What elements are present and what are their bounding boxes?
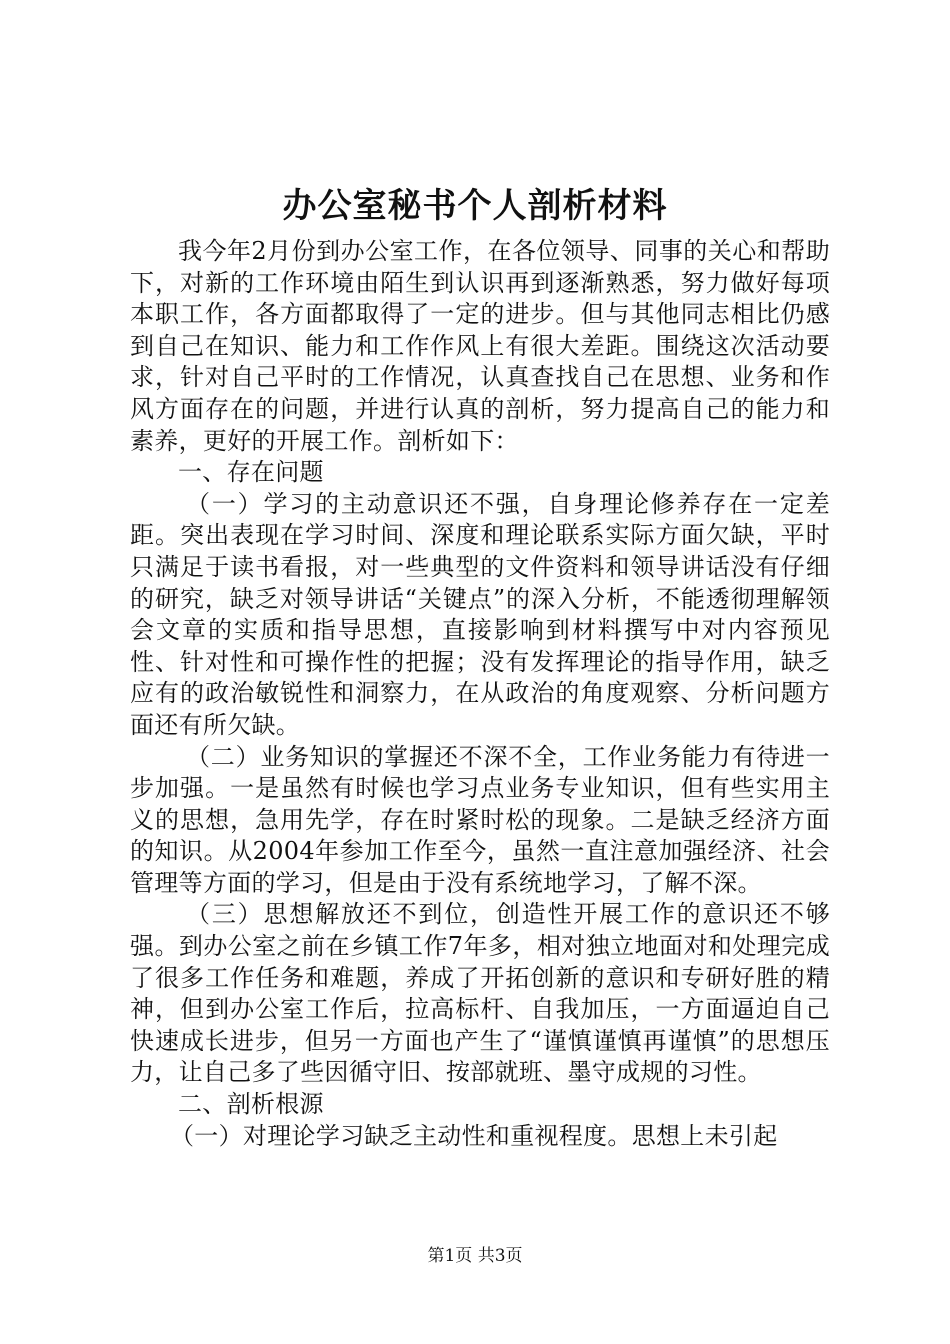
document-body bbox=[130, 236, 830, 1152]
problem-paragraph-3: （三）思想解放还不到位，创造性开展工作的意识还不够强。到办公室之前在乡镇工作7年多，相对独立地面对和处理完成了很多工作任务和难题，养成了开拓创新的意识和专研好胜的精神，但到办公室工作后，拉高标杆、自我加压，一方面逼迫自己快速成长进步，但另一方面也产生了“谨慎谨慎再谨慎”的思想压力，让自己多了些因循守旧、按部就班、墨守成规的习性。 bbox=[130, 900, 830, 1087]
intro-paragraph: 我今年2月份到办公室工作，在各位领导、同事的关心和帮助下，对新的工作环境由陌生到认识再到逐渐熟悉，努力做好每项本职工作，各方面都取得了一定的进步。但与其他同志相比仍感到自己在知识、能力和工作作风上有很大差距。围绕这次活动要求，针对自己平时的工作情况，认真查找自己在思想、业务和作风方面存在的问题，并进行认真的剖析，努力提高自己的能力和素养，更好的开展工作。剖析如下： bbox=[130, 237, 830, 455]
page-number-footer: 第1页 共3页 bbox=[427, 1246, 523, 1266]
problem-paragraph-2: （二）业务知识的掌握还不深不全，工作业务能力有待进一步加强。一是虽然有时候也学习点业务专业知识，但有些实用主义的思想，急用先学，存在时紧时松的现象。二是缺乏经济方面的知识。从2004年参加工作至今，虽然一直注意加强经济、社会管理等方面的学习，但是由于没有系统地学习，了解不深。 bbox=[130, 742, 830, 897]
problem-paragraph-1: （一）学习的主动意识还不强，自身理论修养存在一定差距。突出表现在学习时间、深度和理论联系实际方面欠缺，平时只满足于读书看报，对一些典型的文件资料和领导讲话没有仔细的研究，缺乏对领导讲话“关键点”的深入分析，不能透彻理解领会文章的实质和指导思想，直接影响到材料撰写中对内容预见性、针对性和可操作性的把握；没有发挥理论的指导作用，缺乏应有的政治敏锐性和洞察力，在从政治的角度观察、分析问题方面还有所欠缺。 bbox=[130, 489, 830, 739]
cause-paragraph-1: （一）对理论学习缺乏主动性和重视程度。思想上未引起 bbox=[170, 1121, 778, 1150]
section-heading-causes: 二、剖析根源 bbox=[178, 1090, 324, 1119]
section-heading-problems: 一、存在问题 bbox=[178, 458, 324, 487]
document-title: 办公室秘书个人剖析材料 bbox=[282, 186, 668, 226]
